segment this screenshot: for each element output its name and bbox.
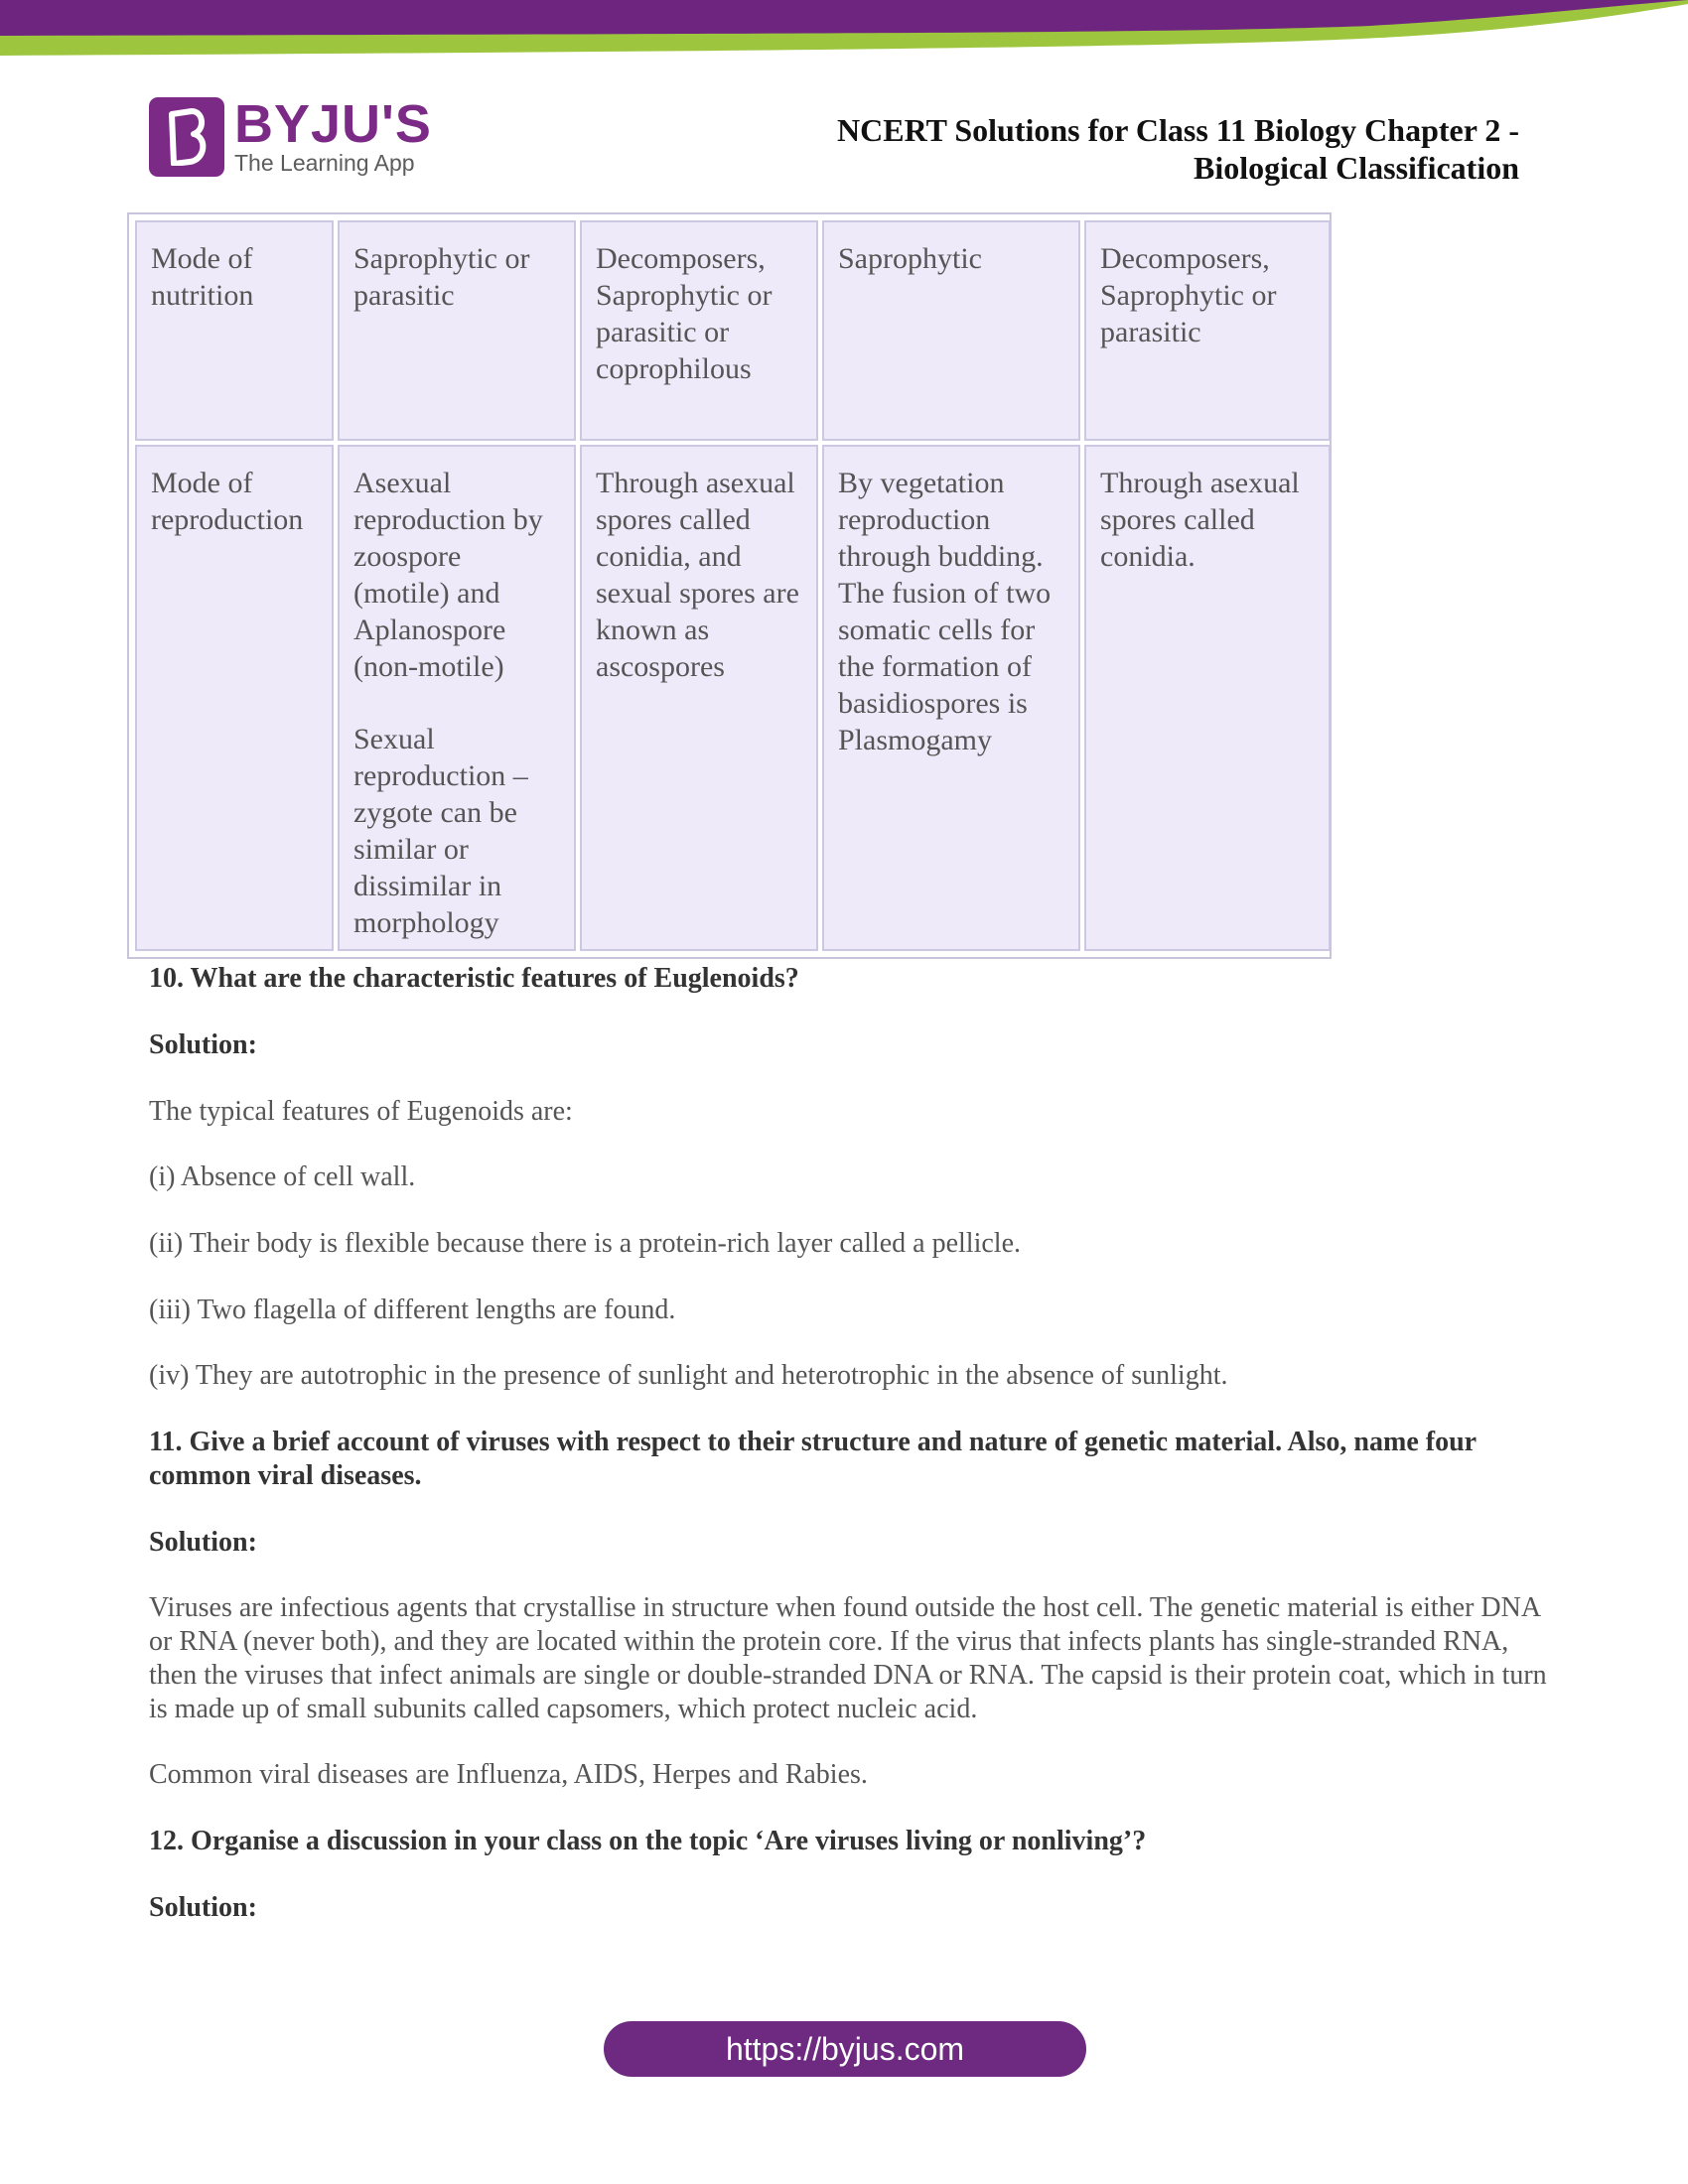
list-item: (i) Absence of cell wall. xyxy=(149,1161,416,1192)
classification-table xyxy=(127,212,1332,959)
footer-url-link[interactable]: https://byjus.com xyxy=(604,2021,1086,2077)
question-10: 10. What are the characteristic features of Euglenoids? xyxy=(149,963,799,994)
question-11: 11. Give a brief account of viruses with respect to their structure and nature of genetic material. Also, name four common viral diseases. xyxy=(149,1427,1477,1491)
document-title-line-1: NCERT Solutions for Class 11 Biology Chapter 2 - xyxy=(837,112,1519,148)
cell-text: Decomposers, Saprophytic or parasitic or coprophilous xyxy=(596,242,773,385)
list-item: (iii) Two flagella of different lengths are found. xyxy=(149,1295,676,1325)
solution-label: Solution: xyxy=(149,1029,257,1060)
byjus-logo xyxy=(149,95,432,179)
cell-text: Through asexual spores called conidia, and sexual spores are known as ascospores xyxy=(596,467,799,683)
table-cell xyxy=(338,220,576,441)
list-item: (iv) They are autotrophic in the presence of sunlight and heterotrophic in the absence of sunlight. xyxy=(149,1360,1228,1391)
cell-text: Asexual reproduction by zoospore (motile) and Aplanospore (non-motile) xyxy=(353,467,543,683)
table-row xyxy=(135,220,1331,441)
cell-text: Sexual reproduction – zygote can be similar or dissimilar in morphology xyxy=(353,723,528,939)
solution-label: Solution: xyxy=(149,1892,257,1923)
cell-text: Saprophytic or parasitic xyxy=(353,242,530,312)
table-cell xyxy=(822,445,1080,951)
document-title-line-2: Biological Classification xyxy=(1194,150,1519,186)
top-decorative-band xyxy=(0,0,1688,62)
paragraph: Viruses are infectious agents that crystallise in structure when found outside the host cell. The genetic material is either DNA or RNA (never both), and they are located within the protein core. If the virus that infects plants has single-stranded RNA, then the viruses that infect animals are single or double-stranded DNA or RNA. The capsid is their protein coat, which in turn is made up of small subunits called capsomers, which protect nucleic acid. xyxy=(149,1592,1547,1724)
logo-brand-text: BYJU'S xyxy=(234,94,432,154)
table-cell xyxy=(1084,445,1331,951)
cell-text: Saprophytic xyxy=(838,242,982,275)
row-header-nutrition: Mode of nutrition xyxy=(135,220,334,441)
paragraph: Common viral diseases are Influenza, AIDS, Herpes and Rabies. xyxy=(149,1759,868,1790)
table-cell xyxy=(338,445,576,951)
paragraph: The typical features of Eugenoids are: xyxy=(149,1096,573,1127)
table-cell xyxy=(822,220,1080,441)
cell-text: By vegetation reproduction through budding. The fusion of two somatic cells for the formation of basidiospores is Plasmogamy xyxy=(838,467,1052,756)
logo-b-icon xyxy=(149,97,224,177)
table-cell xyxy=(580,445,818,951)
table-cell xyxy=(1084,220,1331,441)
list-item: (ii) Their body is flexible because there is a protein-rich layer called a pellicle. xyxy=(149,1228,1021,1259)
solution-label: Solution: xyxy=(149,1527,257,1558)
question-12: 12. Organise a discussion in your class on the topic ‘Are viruses living or nonliving’? xyxy=(149,1826,1147,1856)
document-title xyxy=(837,111,1519,187)
table-cell xyxy=(580,220,818,441)
table-row xyxy=(135,445,1331,951)
logo-tagline: The Learning App xyxy=(234,150,415,176)
cell-text: Decomposers, Saprophytic or parasitic xyxy=(1100,242,1277,348)
cell-text: Through asexual spores called conidia. xyxy=(1100,467,1300,573)
row-header-reproduction: Mode of reproduction xyxy=(135,445,334,951)
